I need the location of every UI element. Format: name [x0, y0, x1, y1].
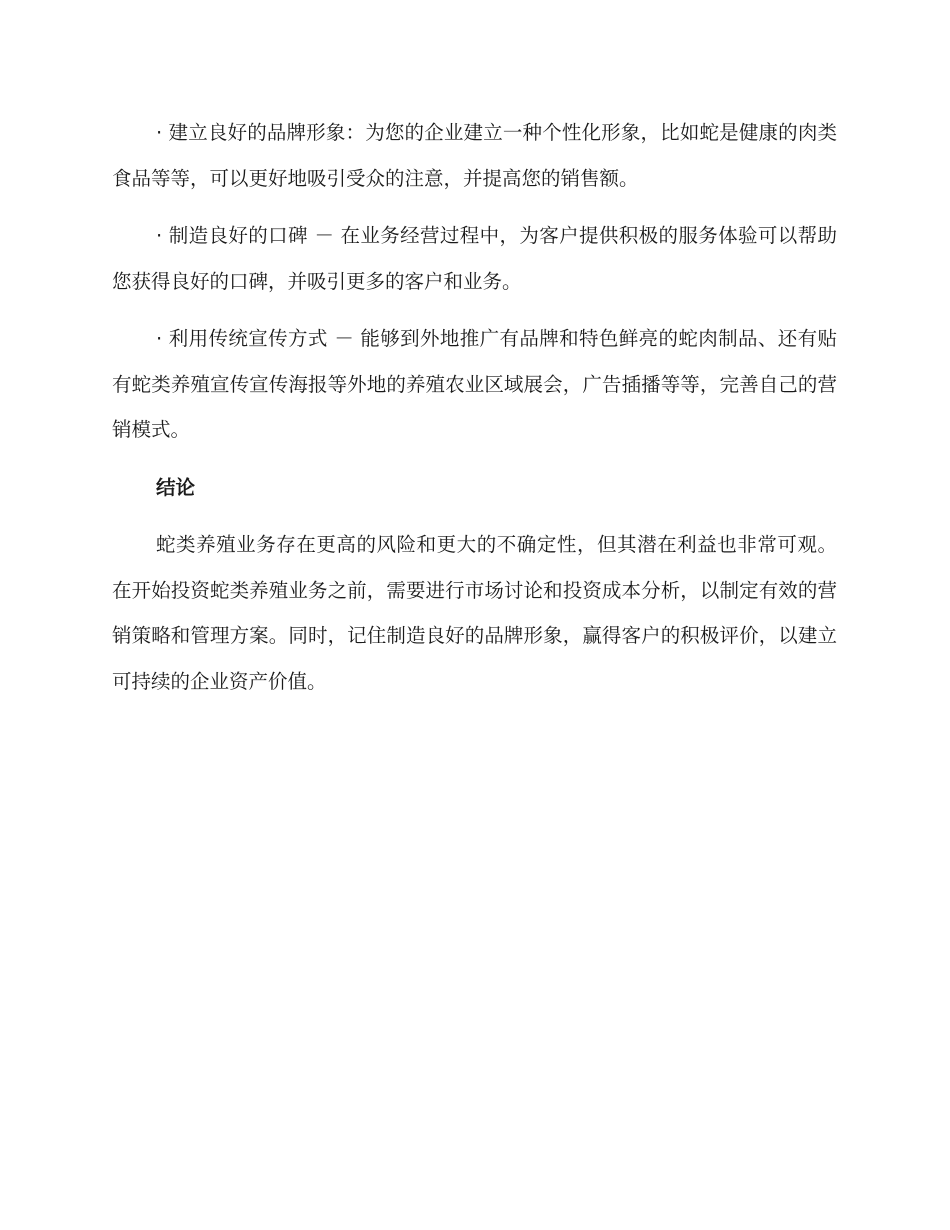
document-body — [112, 110, 837, 716]
bullet-word-of-mouth: · 制造良好的口碑 － 在业务经营过程中，为客户提供积极的服务体验可以帮助您获得良好的口碑，并吸引更多的客户和业务。 — [112, 224, 837, 293]
bullet-brand-image: · 建立良好的品牌形象：为您的企业建立一种个性化形象，比如蛇是健康的肉类食品等等，可以更好地吸引受众的注意，并提高您的销售额。 — [112, 121, 837, 190]
conclusion-paragraph: 蛇类养殖业务存在更高的风险和更大的不确定性，但其潜在利益也非常可观。在开始投资蛇类养殖业务之前，需要进行市场讨论和投资成本分析，以制定有效的营销策略和管理方案。同时，记住制造良好的品牌形象，赢得客户的积极评价，以建立可持续的企业资产价值。 — [112, 533, 837, 693]
conclusion-heading: 结论 — [156, 475, 196, 499]
bullet-traditional-promotion: · 利用传统宣传方式 － 能够到外地推广有品牌和特色鲜亮的蛇肉制品、还有贴有蛇类养殖宣传宣传海报等外地的养殖农业区域展会，广告插播等等，完善自己的营销模式。 — [112, 327, 837, 441]
